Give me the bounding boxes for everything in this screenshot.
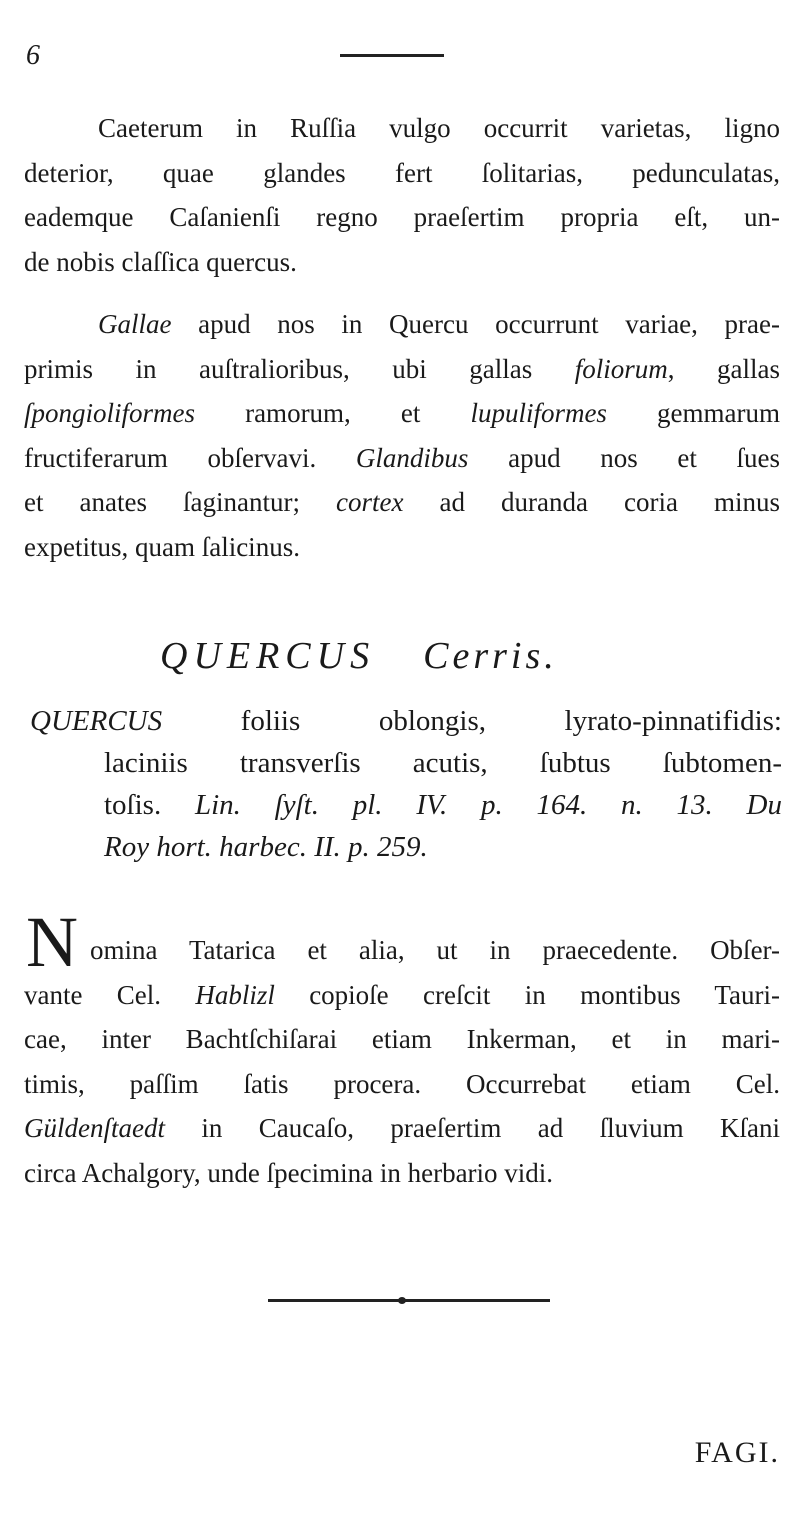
text-line xyxy=(24,347,780,392)
text-line: eademque Caſanienſi regno praeſertim propria eſt, un- xyxy=(24,202,780,232)
species-heading xyxy=(160,634,558,678)
text-run: , gallas xyxy=(667,353,781,384)
text-run: et anates ſaginantur; xyxy=(24,487,336,517)
text-line: cae, inter Bachtſchiſarai etiam Inkerman, et in mari- xyxy=(24,1024,780,1054)
italic-term: Güldenſtaedt xyxy=(24,1113,165,1143)
text-line: timis, paſſim ſatis procera. Occurrebat etiam Cel. xyxy=(24,1068,780,1099)
text-run: foliis oblongis, lyrato-pinnatifidis: xyxy=(162,705,782,737)
text-line xyxy=(24,302,780,347)
citation: Lin. ſyſt. pl. IV. p. 164. n. 13. Du xyxy=(194,789,782,821)
text-run: in Caucaſo, praeſertim ad ſluvium Kſani xyxy=(164,1113,780,1143)
text-run: apud nos in Quercu occurrunt variae, prae- xyxy=(171,309,780,339)
text-run: apud nos et ſues xyxy=(468,442,780,473)
text-line: deterior, quae glandes fert ſolitarias, pedunculatas, xyxy=(24,157,780,188)
paragraph-variety xyxy=(24,106,780,284)
italic-term: ſpongioliformes xyxy=(24,398,196,428)
footer-ornament-rule xyxy=(268,1299,550,1302)
text-line xyxy=(24,1106,780,1151)
text-line: omina Tatarica et alia, ut in praecedente. Obſer- xyxy=(90,935,780,965)
catchword: FAGI. xyxy=(694,1436,780,1469)
text-line: laciniis transverſis acutis, ſubtus ſubtomen- xyxy=(104,747,782,779)
species-genus: QUERCUS xyxy=(160,635,376,677)
drop-cap: N xyxy=(26,902,78,982)
text-line xyxy=(24,973,780,1018)
text-line xyxy=(24,436,780,481)
italic-term: foliorum xyxy=(574,353,668,384)
text-run: fructiferarum obſervavi. xyxy=(24,442,356,473)
text-run: ad duranda coria minus xyxy=(403,487,780,517)
italic-term: Glandibus xyxy=(355,442,469,473)
paragraph-gallae xyxy=(24,302,780,569)
text-run: ramorum, et xyxy=(195,398,471,428)
text-line xyxy=(30,826,782,868)
text-line xyxy=(30,784,782,826)
text-line: circa Achalgory, unde ſpecimina in herbario vidi. xyxy=(24,1157,554,1188)
header-rule xyxy=(340,54,444,57)
text-run: gemmarum xyxy=(606,398,780,428)
text-run: primis in auſtralioribus, ubi gallas xyxy=(24,353,575,384)
text-line: de nobis claſſica quercus. xyxy=(24,246,297,277)
diagnosis-genus: QUERCUS xyxy=(30,705,163,737)
paragraph-nomina xyxy=(24,928,780,1195)
text-run: copioſe creſcit in montibus Tauri- xyxy=(274,979,780,1010)
text-run: vante Cel. xyxy=(24,979,196,1010)
text-line xyxy=(24,480,780,525)
text-run: toſis. xyxy=(104,789,195,821)
text-line xyxy=(24,391,780,436)
italic-term: lupuliformes xyxy=(470,398,607,428)
text-line xyxy=(30,700,782,742)
text-line: Caeterum in Ruſſia vulgo occurrit varietas, ligno xyxy=(98,113,780,143)
text-line: expetitus, quam ſalicinus. xyxy=(24,531,300,562)
italic-term: cortex xyxy=(336,487,404,517)
citation: Roy hort. harbec. II. p. 259. xyxy=(104,831,428,863)
species-epithet: Cerris. xyxy=(423,635,558,677)
species-diagnosis xyxy=(30,700,782,868)
page-number: 6 xyxy=(26,40,40,71)
italic-term: Hablizl xyxy=(195,979,275,1010)
italic-term: Gallae xyxy=(98,309,172,339)
